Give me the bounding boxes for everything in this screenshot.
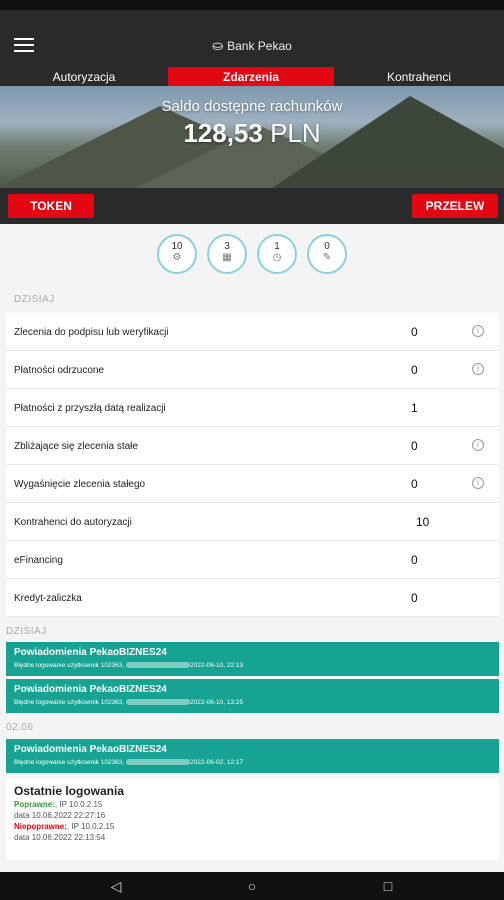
recent-logins-panel: [6, 778, 499, 860]
row-count: 0: [411, 477, 418, 491]
circle-count: 1: [274, 241, 280, 252]
tab-zdarzenia[interactable]: Zdarzenia: [168, 67, 334, 87]
token-button[interactable]: TOKEN: [8, 194, 94, 218]
row-count: 0: [411, 325, 418, 339]
events-list: [6, 313, 499, 617]
notification-title: Powiadomienia PekaoBIZNES24: [14, 684, 167, 695]
login-bad-line: [14, 822, 499, 831]
login-ok-ip: , IP 10.0.2.15: [54, 800, 103, 809]
notification-item[interactable]: [6, 642, 499, 676]
row-label: Płatności z przyszłą datą realizacji: [14, 403, 166, 414]
tab-bar: [0, 66, 504, 88]
notification-date: 2022-06-10, 22:13: [190, 662, 244, 669]
section-label-notifications-today: DZISIAJ: [6, 626, 47, 637]
clock-icon: ◷: [272, 252, 282, 263]
back-icon[interactable]: ◁: [110, 878, 122, 894]
list-item[interactable]: [6, 389, 499, 427]
notification-date: 2022-06-10, 13:25: [190, 699, 244, 706]
grid-icon: ▦: [222, 252, 232, 263]
balance-label: Saldo dostępne rachunków: [161, 98, 343, 115]
notification-item[interactable]: [6, 679, 499, 713]
summary-circle[interactable]: [257, 234, 297, 274]
row-label: Zlecenia do podpisu lub weryfikacji: [14, 327, 169, 338]
notification-detail: [14, 699, 499, 706]
gear-icon: ⚙: [172, 252, 182, 263]
redacted-name: [126, 759, 190, 765]
info-icon[interactable]: i: [472, 325, 484, 337]
balance-hero: [0, 86, 504, 188]
login-ok-label: Poprawne:: [14, 800, 55, 809]
android-nav-bar: [0, 872, 504, 900]
brand-name: Bank Pekao: [227, 39, 292, 53]
login-bad-ip: , IP 10.0.2.15: [66, 822, 115, 831]
section-label-today: DZISIAJ: [14, 294, 55, 305]
summary-circle[interactable]: [207, 234, 247, 274]
notification-date: 2022-06-02, 12:17: [190, 759, 244, 766]
login-bad-date: data 10.06.2022 22:13:54: [14, 833, 106, 842]
top-bar: [0, 10, 504, 66]
list-item[interactable]: [6, 351, 499, 389]
tab-autoryzacja[interactable]: Autoryzacja: [52, 70, 116, 84]
balance-amount: [0, 118, 504, 149]
notification-title: Powiadomienia PekaoBIZNES24: [14, 744, 167, 755]
balance-value: 128,53: [183, 118, 263, 148]
list-item[interactable]: [6, 313, 499, 351]
notification-prefix: Błędne logowanie użytkownik 102363,: [14, 759, 125, 766]
recents-icon[interactable]: □: [383, 878, 393, 894]
redacted-name: [126, 699, 190, 705]
row-label: eFinancing: [14, 555, 63, 566]
list-item[interactable]: [6, 579, 499, 617]
notification-prefix: Błędne logowanie użytkownik 102363,: [14, 662, 125, 669]
summary-circle[interactable]: [157, 234, 197, 274]
info-icon[interactable]: i: [472, 363, 484, 375]
redacted-name: [126, 662, 190, 668]
circle-count: 0: [324, 241, 330, 252]
info-icon[interactable]: i: [472, 439, 484, 451]
list-item[interactable]: [6, 503, 499, 541]
row-label: Kredyt-zaliczka: [14, 593, 82, 604]
notification-title: Powiadomienia PekaoBIZNES24: [14, 647, 167, 658]
row-count: 0: [411, 553, 418, 567]
balance-currency: PLN: [270, 118, 321, 148]
circle-count: 10: [171, 241, 183, 252]
info-icon[interactable]: i: [472, 477, 484, 489]
status-bar: [0, 0, 504, 10]
document-icon: ✎: [322, 252, 332, 263]
row-label: Kontrahenci do autoryzacji: [14, 517, 132, 528]
notification-detail: [14, 759, 499, 766]
login-ok-line: [14, 800, 499, 809]
transfer-button[interactable]: PRZELEW: [412, 194, 498, 218]
row-count: 0: [411, 363, 418, 377]
brand-logo: [0, 38, 504, 54]
home-icon[interactable]: ○: [247, 878, 257, 894]
row-count: 10: [416, 515, 430, 529]
list-item[interactable]: [6, 541, 499, 579]
row-count: 0: [411, 439, 418, 453]
notification-prefix: Błędne logowanie użytkownik 102363,: [14, 699, 125, 706]
row-count: 1: [411, 401, 418, 415]
pekao-logo-icon: ⛀: [212, 38, 224, 53]
circle-count: 3: [224, 241, 230, 252]
logins-title: Ostatnie logowania: [14, 784, 125, 798]
notification-item[interactable]: [6, 739, 499, 773]
notification-detail: [14, 662, 499, 669]
section-label-date: 02.06: [6, 722, 34, 733]
list-item[interactable]: [6, 465, 499, 503]
action-bar: [0, 188, 504, 224]
login-bad-label: Niepoprawne:: [14, 822, 67, 831]
list-item[interactable]: [6, 427, 499, 465]
row-label: Płatności odrzucone: [14, 365, 105, 376]
tab-kontrahenci[interactable]: Kontrahenci: [386, 70, 452, 84]
login-ok-date: data 10.06.2022 22:27:16: [14, 811, 106, 820]
summary-circle[interactable]: [307, 234, 347, 274]
row-count: 0: [411, 591, 418, 605]
row-label: Zbliżające się zlecenia stałe: [14, 441, 138, 452]
summary-circles: [0, 234, 504, 276]
row-label: Wygaśnięcie zlecenia stałego: [14, 479, 146, 490]
